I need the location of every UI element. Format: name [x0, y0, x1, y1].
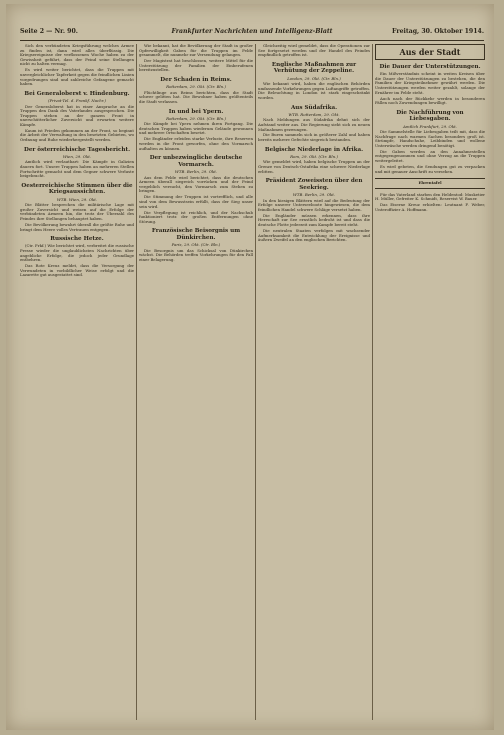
masthead-title: Frankfurter Nachrichten und Intelligenz-Blatt	[171, 28, 333, 35]
article-headline: Aus Südafrika.	[290, 104, 338, 111]
article-headline: Der unbezwingliche deutsche Vormarsch.	[149, 155, 243, 168]
dateline: WTB. Wien, 29. Okt.	[56, 196, 98, 202]
article-paragraph: Die Blätter besprechen die militärische Lage mit großer Zuversicht und weisen auf die Erfolge der verbündeten Armeen hin, die trotz der Überzahl des Feindes ihre Stellungen behauptet haben.	[20, 202, 134, 221]
dateline: Amtlich Frankfurt, 29. Okt.	[403, 123, 457, 129]
article-paragraph: Flüchtlinge aus Reims berichten, dass die Stadt schwer gelitten hat. Die Bewohner haben größtenteils die Stadt verlassen.	[139, 89, 253, 104]
article-paragraph: Der Magistrat hat beschlossen, weitere Mittel für die Unterstützung der Familien der Einberufenen bereitzustellen.	[139, 58, 253, 73]
article-headline: In und bei Ypern.	[168, 108, 224, 115]
article-paragraph: Die Sammelstelle für Liebesgaben teilt mit, dass die Nachfrage nach warmen Sachen besonders groß ist. Strümpfe, Handschuhe, Leibbinden und wollene Unterwäsche werden dringend benötigt.	[375, 129, 485, 148]
article-paragraph: Es wird gebeten, die Sendungen gut zu verpacken und mit genauer Anschrift zu versehen.	[375, 164, 485, 174]
article-paragraph: Die Buren sammeln sich in größerer Zahl und haben bereits mehrere Gefechte siegreich bestanden.	[258, 132, 370, 143]
article-headline: Der Schaden in Reims.	[160, 76, 232, 83]
dateline: Rotterdam, 29. Okt. (Ctr. Bln.)	[166, 115, 226, 121]
article-paragraph: Wie bekannt, hat die Bevölkerung der Stadt in großer Opferwilligkeit Gaben für die Truppen im Felde gesammelt, die nunmehr zur Versendung gelangen.	[139, 44, 253, 58]
article-paragraph: Die Besorgnis um das Schicksal von Dünkirchen wächst. Die Behörden treffen Vorkehrungen für den Fall einer Belagerung.	[139, 247, 253, 262]
column-rule	[372, 44, 373, 720]
dateline: Paris, 29. Okt. (Ctr. Bln.)	[171, 242, 221, 248]
article-headline: Die Dauer der Unterstützungen.	[379, 64, 481, 70]
article-paragraph: Aus dem Felde wird berichtet, dass die deutschen Armeen überall siegreich vorrücken und der Feind vergeblich versucht, den Vormarsch zum Stehen zu bringen.	[139, 174, 253, 194]
dateline: London, 29. Okt. (Ctr. Bln.)	[287, 75, 341, 81]
article-headline: Der österreichische Tagesbericht.	[23, 146, 131, 153]
article-paragraph: Wie bekannt wird, haben die englischen Behörden umfassende Vorkehrungen gegen Luftangriffe getroffen. Die Beleuchtung in London ist stark eingeschränkt worden.	[258, 81, 370, 100]
article-paragraph: Wie gemeldet wird, haben belgische Truppen an der Grenze von Deutsch-Ostafrika eine schwere Niederlage erlitten.	[258, 159, 370, 174]
article-paragraph: Die Engländer müssen erkennen, dass ihre Herrschaft zur See ernstlich bedroht ist und dass die deutsche Flotte jederzeit zum Kampfe bereit steht.	[258, 212, 370, 227]
column-rule	[255, 44, 256, 720]
notice-heading: Ehrentafel	[375, 178, 485, 189]
article-paragraph: Es wird weiter berichtet, dass die Truppen mit unvergleichlicher Tapferkeit gegen die feindlichen Linien vorgedrungen sind und zahlreiche Gefangene gemacht haben.	[20, 67, 134, 87]
article-paragraph: Das Rote Kreuz meldet, dass die Versorgung der Verwundeten in vorbildlicher Weise erfolgt und die Lazarette gut ausgestattet sind.	[20, 263, 134, 278]
page-number: Seite 2 — Nr. 90.	[20, 28, 78, 35]
article-column-3	[258, 44, 370, 724]
dateline: Wien, 29. Okt.	[62, 153, 92, 159]
article-paragraph: (Ctr. Frkf.) Wie berichtet wird, verbreitet die russische Presse wieder die unglaublichsten Nachrichten über angebliche Erfolge, die jedoch jeder Grundlage entbehren.	[20, 243, 134, 263]
article-paragraph: Kaum ist Frieden gekommen an der Front, so beginnt die Arbeit der Verwaltung in den besetzten Gebieten, wo Ordnung und Ruhe wiederhergestellt werden.	[20, 127, 134, 143]
article-paragraph: Sich den verbündeten Kriegsführung welches Armee zu finden ist, dann wird alles überflüssig. Die Kriegsereignisse der verflossenen Woche haben zu der Gewissheit geführt, dass der Feind seine Stellungen nicht zu halten vermag.	[20, 44, 134, 67]
issue-date: Freitag, 30. Oktober 1914.	[392, 28, 484, 35]
article-paragraph: Der Generaloberst hat in einer Ansprache an die Truppen den Dank des Vaterlandes ausgesprochen. Die Truppen stehen an der ganzen Front in unerschütterlicher Zuversicht und erwarten weitere Kämpfe.	[20, 103, 134, 127]
article-paragraph: Die Verpflegung ist reichlich, und der Nachschub funktioniert trotz der großen Entfernungen ohne Störung.	[139, 209, 253, 224]
article-paragraph: Die Gaben werden an den Annahmestellen entgegengenommen und ohne Verzug an die Truppen weitergeleitet.	[375, 148, 485, 164]
article-paragraph: Ein Mißverständnis scheint in weiten Kreisen über die Dauer der Unterstützungen zu bestehen, die den Familien der Kriegsteilnehmer gewährt werden. Die Unterstützungen werden weiter gezahlt, solange der Ernährer im Felde steht.	[375, 71, 485, 95]
article-paragraph: Die Bevölkerung bewahrt überall die größte Ruhe und bringt dem Heere volles Vertrauen entgegen.	[20, 221, 134, 232]
article-headline: Oesterreichische Stimmen über die Kriegsaussichten.	[21, 182, 133, 196]
article-headline: Bei Generaloberst v. Hindenburg.	[24, 90, 130, 97]
dateline: (Privat-Tel. d. Frankf. Nachr.)	[48, 97, 106, 103]
newspaper-page	[6, 4, 494, 730]
page-header	[20, 26, 484, 41]
dateline: WTB. Berlin, 29. Okt.	[174, 169, 218, 175]
section-title: Aus der Stadt	[375, 44, 485, 60]
article-paragraph: Die Engländer erleiden starke Verluste, ihre Reserven werden in die Front geworfen, ohne den Vormarsch aufhalten zu können.	[139, 136, 253, 151]
article-headline: Die Nachführung von Liebesgaben.	[396, 109, 464, 123]
article-paragraph: Gleichzeitig wird gemeldet, dass die Operationen zur See fortgesetzt werden und der Handel des Feindes empfindlich getroffen ist.	[258, 44, 370, 58]
article-column-4	[375, 44, 485, 724]
article-headline: Russische Hetze.	[50, 236, 104, 243]
dateline: WTB. Rotterdam, 29. Okt.	[288, 111, 340, 117]
article-paragraph: In den hiesigen Blättern wird auf die Bedeutung der Erfolge unserer Unterseeboote hingewiesen, die dem feindlichen Handel schwere Schläge versetzt haben.	[258, 197, 370, 212]
article-paragraph: Auch nach der Rückkehr werden in besonderen Fällen noch Zuwendungen bewilligt.	[375, 95, 485, 106]
article-column-1	[20, 44, 134, 724]
article-paragraph: Die Kämpfe bei Ypern nehmen ihren Fortgang. Die deutschen Truppen haben wiederum Gelände gewonnen und mehrere Ortschaften besetzt.	[139, 121, 253, 136]
dateline: WTB. Berlin, 29. Okt.	[292, 192, 336, 198]
article-paragraph: Nach Meldungen aus Südafrika dehnt sich der Aufstand weiter aus. Die Regierung sieht sich zu neuen Maßnahmen gezwungen.	[258, 117, 370, 132]
dateline: Rom, 29. Okt. (Ctr. Bln.)	[290, 153, 338, 159]
article-paragraph: Die Stimmung der Truppen ist vortrefflich, und alle sind von dem Bewusstsein erfüllt, dass der Sieg unser sein wird.	[139, 194, 253, 209]
article-headline: Präsident Zoweissten über den Seekrieg.	[265, 178, 363, 191]
article-paragraph: Das Eiserne Kreuz erhielten: Leutnant F. Weber, Unteroffizier A. Hoffmann.	[375, 202, 485, 212]
article-paragraph: Die neutralen Staaten verfolgen mit wachsender Aufmerksamkeit die Entwicklung der Ereignisse und äußern Zweifel an den englischen Berichten.	[258, 227, 370, 243]
article-paragraph: Amtlich wird verlautbart: Die Kämpfe in Galizien dauern fort. Unsere Truppen haben an mehreren Stellen Fortschritte gemacht und dem Gegner schwere Verluste beigebracht.	[20, 159, 134, 179]
dateline: Rotterdam, 29. Okt. (Ctr. Bln.)	[166, 84, 226, 90]
column-rule	[136, 44, 137, 720]
article-headline: Belgische Niederlage in Afrika.	[264, 146, 364, 153]
article-paragraph: Für das Vaterland starben den Heldentod: Musketier H. Müller, Gefreiter K. Schmidt, Reservist W. Bauer.	[375, 191, 485, 202]
article-column-2	[139, 44, 253, 724]
article-headline: Englische Maßnahmen zur Verhütung der Zeppeline.	[271, 61, 357, 75]
article-headline: Französische Beisorgnis um Dünkirchen.	[151, 228, 241, 241]
